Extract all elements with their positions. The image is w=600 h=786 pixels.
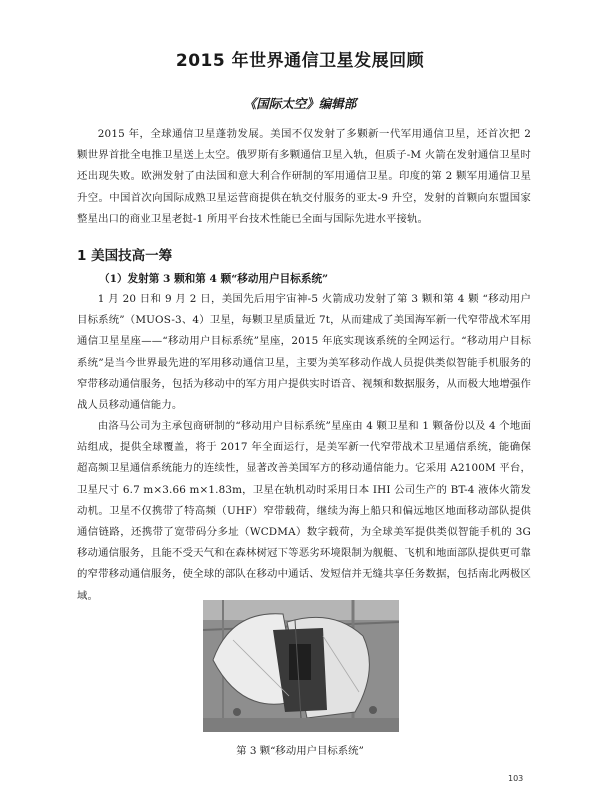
body-paragraph-2: 由洛马公司为主承包商研制的“移动用户目标系统”星座由 4 颗卫星和 1 颗备份以及 4 个地面站组成，提供全球覆盖，将于 2017 年全面运行，是美军新一代窄带战术卫星通信系统，能确保超高频卫星通信系统能力的连续性，显著改善美国军方的移动通信能力。它采用 A2100M 平台，卫星尺寸 6.7 m×3.66 m×1.83m，卫星在轨机动时采用日本 IHI 公司生产的 BT-4 液体火箭发动机。卫星不仅携带了特高频（UHF）窄带载荷，继续为海上船只和偏远地区地面移动部队提供通信链路，还携带了宽带码分多址（WCDMA）数字载荷，为全球美军提供类似智能手机的 3G 移动通信服务，且能不受天气和在森林树冠下等恶劣环境限制为舰艇、飞机和地面部队提供更可靠的窄带移动通信服务，使全球的部队在移动中通话、发短信并无缝共享任务数据，包括南北两极区域。 <box>77 420 531 602</box>
article-byline: 《国际太空》编辑部 <box>243 96 357 111</box>
body-paragraph-1: 1 月 20 日和 9 月 2 日，美国先后用宇宙神-5 火箭成功发射了第 3 颗和第 4 颗 “移动用户目标系统”（MUOS-3、4）卫星，每颗卫星质量近 7t，从而建成了美国海军新一代窄带战术军用通信卫星星座——“移动用户目标系统”星座，2015 年底实现该系统的全网运行。“移动用户目标系统”是当今世界最先进的军用移动通信卫星，主要为美军移动作战人员提供类似智能手机服务的窄带移动通信服务，包括为移动中的军方用户提供实时语音、视频和数据服务，从而极大地增强作战人员移动通信能力。 <box>77 293 531 412</box>
satellite-photo <box>203 600 399 732</box>
subsection-heading: （1）发射第 3 颗和第 4 颗“移动用户目标系统” <box>99 273 329 285</box>
section-heading: 1 美国技高一筹 <box>77 248 173 264</box>
figure-caption: 第 3 颗“移动用户目标系统” <box>236 745 364 757</box>
intro-paragraph: 2015 年，全球通信卫星蓬勃发展。美国不仅发射了多颗新一代军用通信卫星，还首次把 2 颗世界首批全电推卫星送上太空。俄罗斯有多颗通信卫星入轨，但质子-M 火箭在发射通信卫星时还出现失败。欧洲发射了由法国和意大利合作研制的军用通信卫星。印度的第 2 颗军用通信卫星升空。中国首次向国际成熟卫星运营商提供在轨交付服务的亚太-9 升空，发射的首颗向东盟国家整星出口的商业卫星老挝-1 所用平台技术性能已全面与国际先进水平接轨。 <box>77 128 531 225</box>
satellite-photo-icon <box>203 600 399 732</box>
article-title: 2015 年世界通信卫星发展回顾 <box>175 51 425 71</box>
page-number: 103 <box>508 774 524 783</box>
